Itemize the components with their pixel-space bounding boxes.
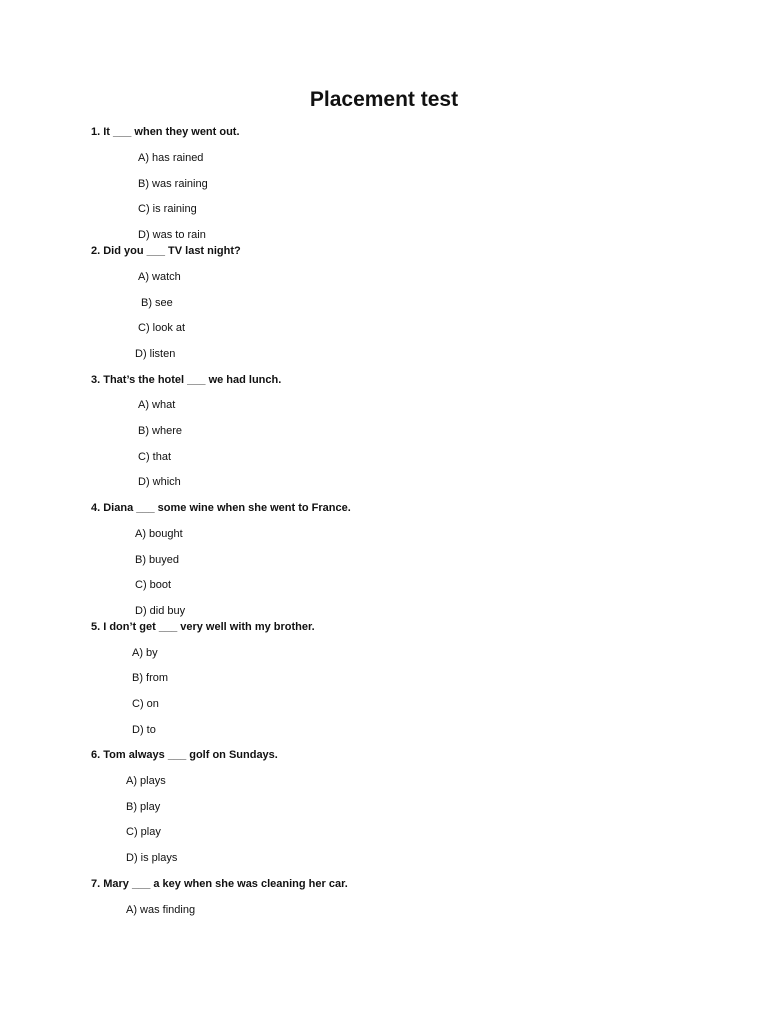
question-6-option-c: C) play [126, 826, 161, 838]
question-2-option-a: A) watch [138, 271, 181, 283]
question-5-option-d: D) to [132, 724, 156, 736]
question-4-option-c: C) boot [135, 579, 172, 591]
question-5-option-a: A) by [132, 647, 158, 659]
question-7-text: 7. Mary ___ a key when she was cleaning her car. [91, 878, 348, 890]
question-3-option-a: A) what [138, 399, 176, 411]
question-5-option-b: B) from [132, 672, 169, 684]
question-3-option-b: B) where [138, 425, 183, 437]
question-6-option-b: B) play [126, 801, 161, 813]
question-4-option-b: B) buyed [135, 554, 180, 566]
question-5-option-c: C) on [132, 698, 159, 710]
question-3-option-d: D) which [138, 476, 181, 488]
question-1-option-d: D) was to rain [138, 229, 206, 241]
question-6-option-d: D) is plays [126, 852, 178, 864]
question-2-option-c: C) look at [138, 322, 186, 334]
question-1-text: 1. It ___ when they went out. [91, 126, 240, 138]
question-6-text: 6. Tom always ___ golf on Sundays. [91, 749, 278, 761]
question-6-option-a: A) plays [126, 775, 166, 787]
question-2-option-d: D) listen [135, 348, 176, 360]
question-1-option-b: B) was raining [138, 178, 208, 190]
question-5-text: 5. I don’t get ___ very well with my brother. [91, 621, 315, 633]
question-3-text: 3. That’s the hotel ___ we had lunch. [91, 374, 282, 386]
question-1-option-c: C) is raining [138, 203, 197, 215]
question-4-option-a: A) bought [135, 528, 183, 540]
question-4-text: 4. Diana ___ some wine when she went to France. [91, 502, 351, 514]
question-4-option-d: D) did buy [135, 605, 186, 617]
question-2-text: 2. Did you ___ TV last night? [91, 245, 241, 257]
question-2-option-b: B) see [141, 297, 173, 309]
question-7-option-a: A) was finding [126, 904, 196, 916]
question-3-option-c: C) that [138, 451, 172, 463]
question-1-option-a: A) has rained [138, 152, 204, 164]
page-title: Placement test [309, 88, 459, 111]
